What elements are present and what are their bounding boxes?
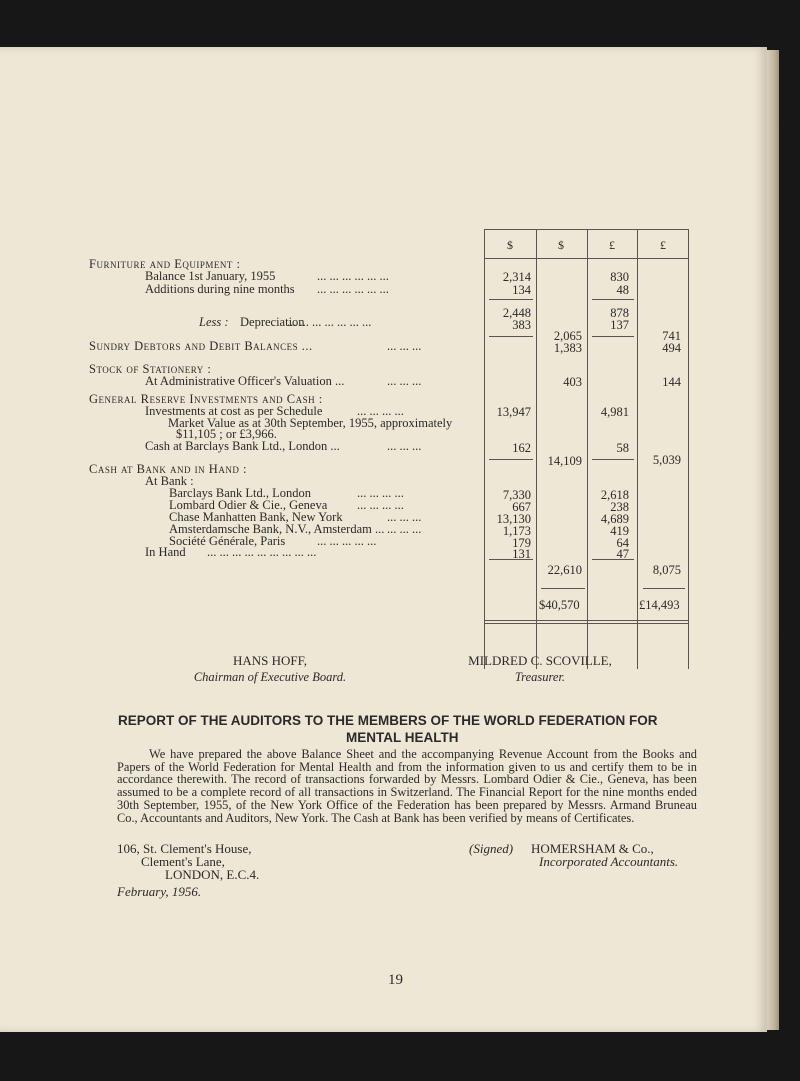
depreciation-dots: ... ... ... ... ... ... ... (287, 315, 372, 329)
page-number: 19 (388, 972, 403, 988)
report-date: February, 1956. (117, 884, 202, 899)
table-bottom-rule-1 (484, 620, 689, 621)
cash-barclays-usd: 162 (512, 441, 531, 455)
total-rule-top-usd (541, 588, 585, 589)
bank-label: Lombard Odier & Cie., Geneva (169, 498, 328, 512)
bank-dots: ... ... ... (387, 510, 422, 524)
market-value-line2: $11,105 ; or £3,966. (176, 427, 277, 441)
left-signatory-title: Chairman of Executive Board. (193, 670, 347, 684)
net-rule-gbp (592, 336, 634, 337)
sundry-usd: 1,383 (553, 341, 582, 355)
investments-usd: 13,947 (496, 405, 531, 419)
right-signatory-name: MILDRED C. SCOVILLE, (468, 653, 612, 668)
furniture-net-usd: 2,065 (553, 329, 582, 343)
balance-label: Balance 1st January, 1955 (145, 269, 276, 283)
investments-label: Investments at cost as per Schedule (145, 404, 323, 418)
depreciation-label: Depreciation (240, 315, 305, 329)
subtotal-gbp: 878 (610, 306, 629, 320)
grand-total-gbp: £14,493 (639, 598, 680, 612)
cash-total-usd: 22,610 (547, 563, 582, 577)
bank-gbp: 419 (610, 524, 629, 538)
reserve-title: General Reserve Investments and Cash : (89, 392, 323, 406)
page-edge (767, 50, 779, 1030)
signed-name: HOMERSHAM & Co., (531, 841, 654, 856)
furniture-net-gbp: 741 (662, 329, 681, 343)
header-gbp-2: £ (660, 238, 666, 252)
reserve-rule-gbp (592, 459, 634, 460)
subtotal-rule-usd (489, 299, 533, 300)
address-line1: 106, St. Clement's House, (117, 841, 252, 856)
bank-usd: 1,173 (502, 524, 531, 538)
additions-label: Additions during nine months (145, 282, 295, 296)
header-usd-1: $ (507, 238, 513, 252)
reserve-total-usd: 14,109 (547, 454, 582, 468)
bank-gbp: 2,618 (600, 488, 629, 502)
table-bottom-rule-2 (484, 623, 689, 624)
less-label: Less : (199, 315, 229, 329)
signed-title: Incorporated Accountants. (539, 854, 679, 869)
bank-label: Chase Manhatten Bank, New York (169, 510, 343, 524)
bank-gbp: 64 (616, 536, 629, 550)
bank-label: Barclays Bank Ltd., London (169, 486, 311, 500)
address-line2: Clement's Lane, (141, 854, 225, 869)
col-rule-5 (688, 229, 689, 669)
furniture-title: Furniture and Equipment : (89, 257, 241, 271)
header-gbp-1: £ (609, 238, 615, 252)
balance-dots: ... ... ... ... ... ... (317, 269, 389, 283)
report-body: We have prepared the above Balance Sheet and the accompanying Revenue Account from the Books and Papers of the World Federation for Mental Health and from the information given to us and certify them to be in accordance therewith. The record of transactions forwarded by Messrs. Lombard Odier & Cie., Geneva, has been assumed to be a complete record of all transactions in Switzerland. The Financial Report for the nine months ended 30th September, 1955, of the New York Office of the Federation has been prepared by Messrs. Armand Bruneau Co., Accountants and Auditors, New York. The Cash at Bank has been verified by means of Certificates. (117, 747, 697, 825)
market-value-line1: Market Value as at 30th September, 1955, approximately (168, 416, 453, 430)
additions-dots: ... ... ... ... ... ... (317, 282, 389, 296)
stock-usd: 403 (563, 375, 582, 389)
subtotal-rule-gbp (592, 299, 634, 300)
bank-dots: ... ... ... ... ... ... ... ... ... (207, 545, 317, 559)
cash-barclays-dots: ... ... ... (387, 439, 422, 453)
report-title-line1: REPORT OF THE AUDITORS TO THE MEMBERS OF THE WORLD FEDERATION FOR (118, 713, 658, 728)
cash-barclays-gbp: 58 (616, 441, 629, 455)
sundry-label: Sundry Debtors and Debit Balances ... (89, 339, 313, 353)
reserve-rule-usd (489, 459, 533, 460)
depreciation-usd: 383 (512, 318, 531, 332)
stock-label: At Administrative Officer's Valuation ... (145, 374, 345, 388)
bank-usd: 131 (512, 547, 531, 561)
bank-gbp: 47 (616, 547, 629, 561)
bank-usd: 13,130 (496, 512, 531, 526)
bank-label: Amsterdamsche Bank, N.V., Amsterdam ... (169, 522, 385, 536)
bank-gbp: 238 (610, 500, 629, 514)
subtotal-usd: 2,448 (502, 306, 531, 320)
depreciation-gbp: 137 (610, 318, 629, 332)
stock-gbp: 144 (662, 375, 681, 389)
bank-usd: 667 (512, 500, 531, 514)
balance-gbp: 830 (610, 270, 629, 284)
col-rule-4 (637, 229, 638, 669)
cash-barclays-label: Cash at Barclays Bank Ltd., London ... (145, 439, 340, 453)
sundry-gbp: 494 (662, 341, 681, 355)
cash-title: Cash at Bank and in Hand : (89, 462, 247, 476)
bank-label: In Hand (145, 545, 186, 559)
bank-usd: 179 (512, 536, 531, 550)
balance-usd: 2,314 (502, 270, 531, 284)
header-usd-2: $ (558, 238, 564, 252)
net-rule-usd (489, 336, 533, 337)
signed-prefix: (Signed) (469, 841, 514, 856)
additions-usd: 134 (512, 283, 531, 297)
bank-dots: ... ... ... (387, 522, 422, 536)
report-title-line2: MENTAL HEALTH (346, 730, 459, 745)
bank-usd: 7,330 (502, 488, 531, 502)
additions-gbp: 48 (616, 283, 629, 297)
show-through-text (130, 147, 135, 168)
col-rule-1 (484, 229, 485, 669)
investments-dots: ... ... ... ... (357, 404, 404, 418)
total-rule-top-gbp (643, 588, 685, 589)
bank-dots: ... ... ... ... ... (317, 534, 377, 548)
col-rule-2 (536, 229, 537, 669)
document-page (0, 47, 767, 1032)
left-signatory-name: HANS HOFF, (232, 653, 308, 668)
address-line3: LONDON, E.C.4. (165, 867, 260, 882)
reserve-total-gbp: 5,039 (652, 453, 681, 467)
cash-total-gbp: 8,075 (652, 563, 681, 577)
sundry-dots: ... ... ... (387, 339, 422, 353)
stock-dots: ... ... ... (387, 374, 422, 388)
grand-total-usd: $40,570 (539, 598, 580, 612)
bank-dots: ... ... ... ... (357, 498, 404, 512)
at-bank-label: At Bank : (145, 474, 194, 488)
bank-label: Société Générale, Paris (169, 534, 286, 548)
bank-gbp: 4,689 (600, 512, 629, 526)
right-signatory-title: Treasurer. (514, 670, 566, 684)
investments-gbp: 4,981 (600, 405, 629, 419)
bank-dots: ... ... ... ... (357, 486, 404, 500)
stock-title: Stock of Stationery : (89, 362, 212, 376)
